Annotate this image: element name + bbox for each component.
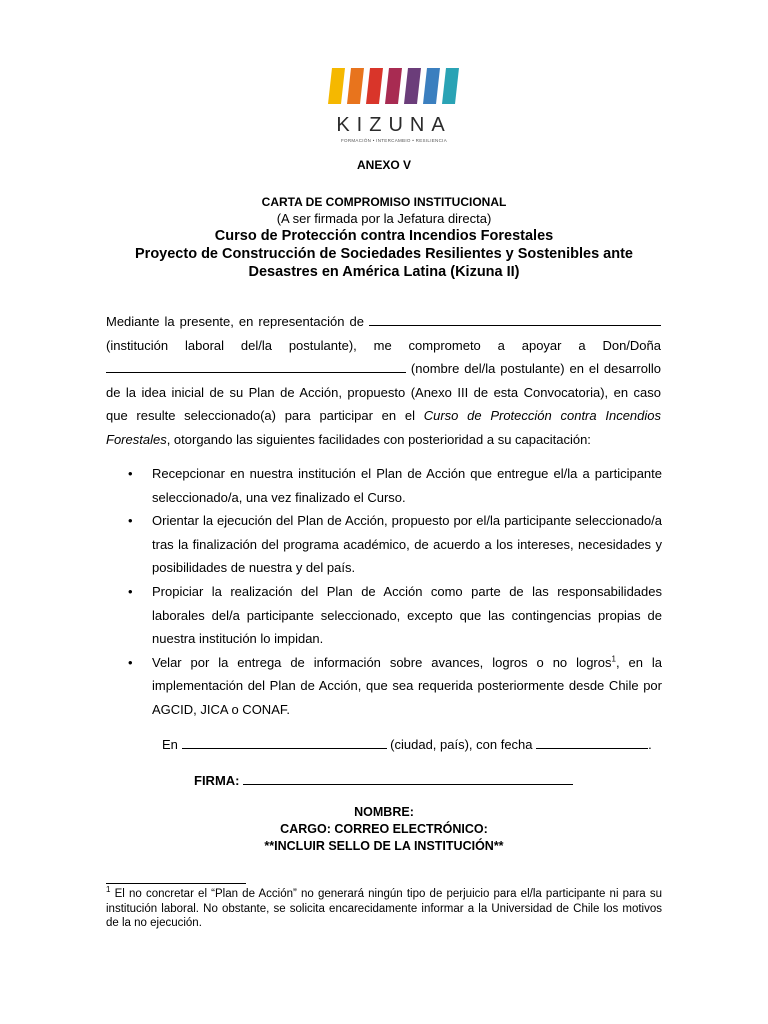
paragraph-line-3 [106, 357, 661, 381]
annex-heading: ANEXO V [356, 158, 411, 172]
paragraph-line-2: (institución laboral del/la postulante), me comprometo a apoyar a Don/Doña [106, 337, 661, 353]
list-item [106, 580, 662, 651]
paragraph-text: Mediante la presente, en representación de [106, 314, 364, 329]
letter-title: CARTA DE COMPROMISO INSTITUCIONAL [261, 195, 507, 209]
position-email-label: CARGO: CORREO ELECTRÓNICO: [280, 822, 488, 836]
place-label: En [162, 737, 178, 752]
list-item [106, 509, 662, 580]
commitment-paragraph [106, 310, 661, 452]
kizuna-logo [318, 64, 470, 144]
footnote-text: El no concretar el “Plan de Acción” no generará ningún tipo de perjuicio para el/la participante ni para su institución laboral. No obstante, se solicita encarecidamente informar a la Universidad de Chile los motivos de la no ejecución. [106, 888, 662, 929]
logo-stripe [385, 68, 402, 104]
logo-stripe [404, 68, 421, 104]
signature-label: FIRMA: [194, 773, 240, 788]
list-item-text: Propiciar la realización del Plan de Acción como parte de las responsabilidades laborales del/a participante seleccionado, excepto que las contingencias propias de nuestra institución lo impidan. [152, 583, 662, 647]
letter-subtitle: (A ser firmada por la Jefatura directa) [276, 211, 492, 226]
name-label: NOMBRE: [354, 805, 414, 819]
logo-stripe [423, 68, 440, 104]
bullet-icon: • [128, 583, 133, 599]
paragraph-line-1 [106, 310, 661, 334]
stamp-instruction: **INCLUIR SELLO DE LA INSTITUCIÓN** [264, 839, 504, 853]
paragraph-line-6 [106, 428, 661, 452]
list-item-text: Velar por la entrega de información sobre avances, logros o no logros [152, 654, 612, 670]
bullet-icon: • [128, 654, 133, 670]
logo-wordmark: KIZUNA [336, 114, 452, 136]
bullet-icon: • [128, 513, 133, 529]
footnote-separator [106, 883, 246, 884]
course-name-italic: Forestales [106, 431, 167, 447]
bullet-icon: • [128, 466, 133, 481]
commitments-list [106, 462, 662, 722]
city-date-label: (ciudad, país), con fecha [390, 737, 533, 752]
paragraph-text: (nombre del/la postulante) en el desarrollo [410, 361, 661, 377]
project-title-line2: Desastres en América Latina (Kizuna II) [248, 264, 520, 280]
list-item-text: Recepcionar en nuestra institución el Plan de Acción que entregue el/la a participante seleccionado/a, una vez finalizado el Curso. [152, 466, 662, 505]
list-item [106, 462, 662, 509]
logo-stripe [442, 68, 459, 104]
period: . [648, 737, 652, 752]
applicant-name-blank[interactable] [106, 360, 406, 373]
institution-blank[interactable] [369, 313, 661, 326]
logo-stripe [328, 68, 345, 104]
list-item [106, 651, 662, 722]
logo-tagline: FORMACIÓN • INTERCAMBIO • RESILIENCIA [340, 138, 447, 143]
course-title: Curso de Protección contra Incendios Forestales [214, 228, 554, 244]
course-name-italic: Curso de Protección contra Incendios [423, 408, 661, 424]
list-item-text: Orientar la ejecución del Plan de Acción, propuesto por el/la participante seleccionado/a tras la finalización del programa académico, de acuerdo a los intereses, necesidades y posibilidades de nuestra y del país. [152, 513, 662, 576]
signature-blank[interactable] [243, 772, 573, 785]
footnote-mark: 1 [106, 885, 111, 895]
paragraph-line-4: de la idea inicial de su Plan de Acción, propuesto (Anexo III de esta Convocatoria), en caso [106, 384, 661, 400]
logo-stripe [347, 68, 364, 104]
logo-stripe [366, 68, 383, 104]
footnote [106, 887, 662, 931]
place-date-line [162, 736, 652, 752]
logo-stripes [318, 64, 470, 108]
date-blank[interactable] [536, 736, 648, 749]
paragraph-line-5 [106, 404, 661, 428]
list-item-text: , en la implementación del Plan de Acción, que sea requerida posteriormente desde Chile por AGCID, JICA o CONAF. [152, 654, 662, 717]
signature-line [194, 772, 573, 788]
paragraph-text: que resulte seleccionado(a) para participar en el [106, 408, 415, 424]
footnote-reference[interactable]: 1 [611, 654, 616, 664]
project-title-line1: Proyecto de Construcción de Sociedades Resilientes y Sostenibles ante [135, 246, 633, 262]
city-blank[interactable] [182, 736, 387, 749]
paragraph-text: , otorgando las siguientes facilidades con posterioridad a su capacitación: [166, 431, 591, 447]
